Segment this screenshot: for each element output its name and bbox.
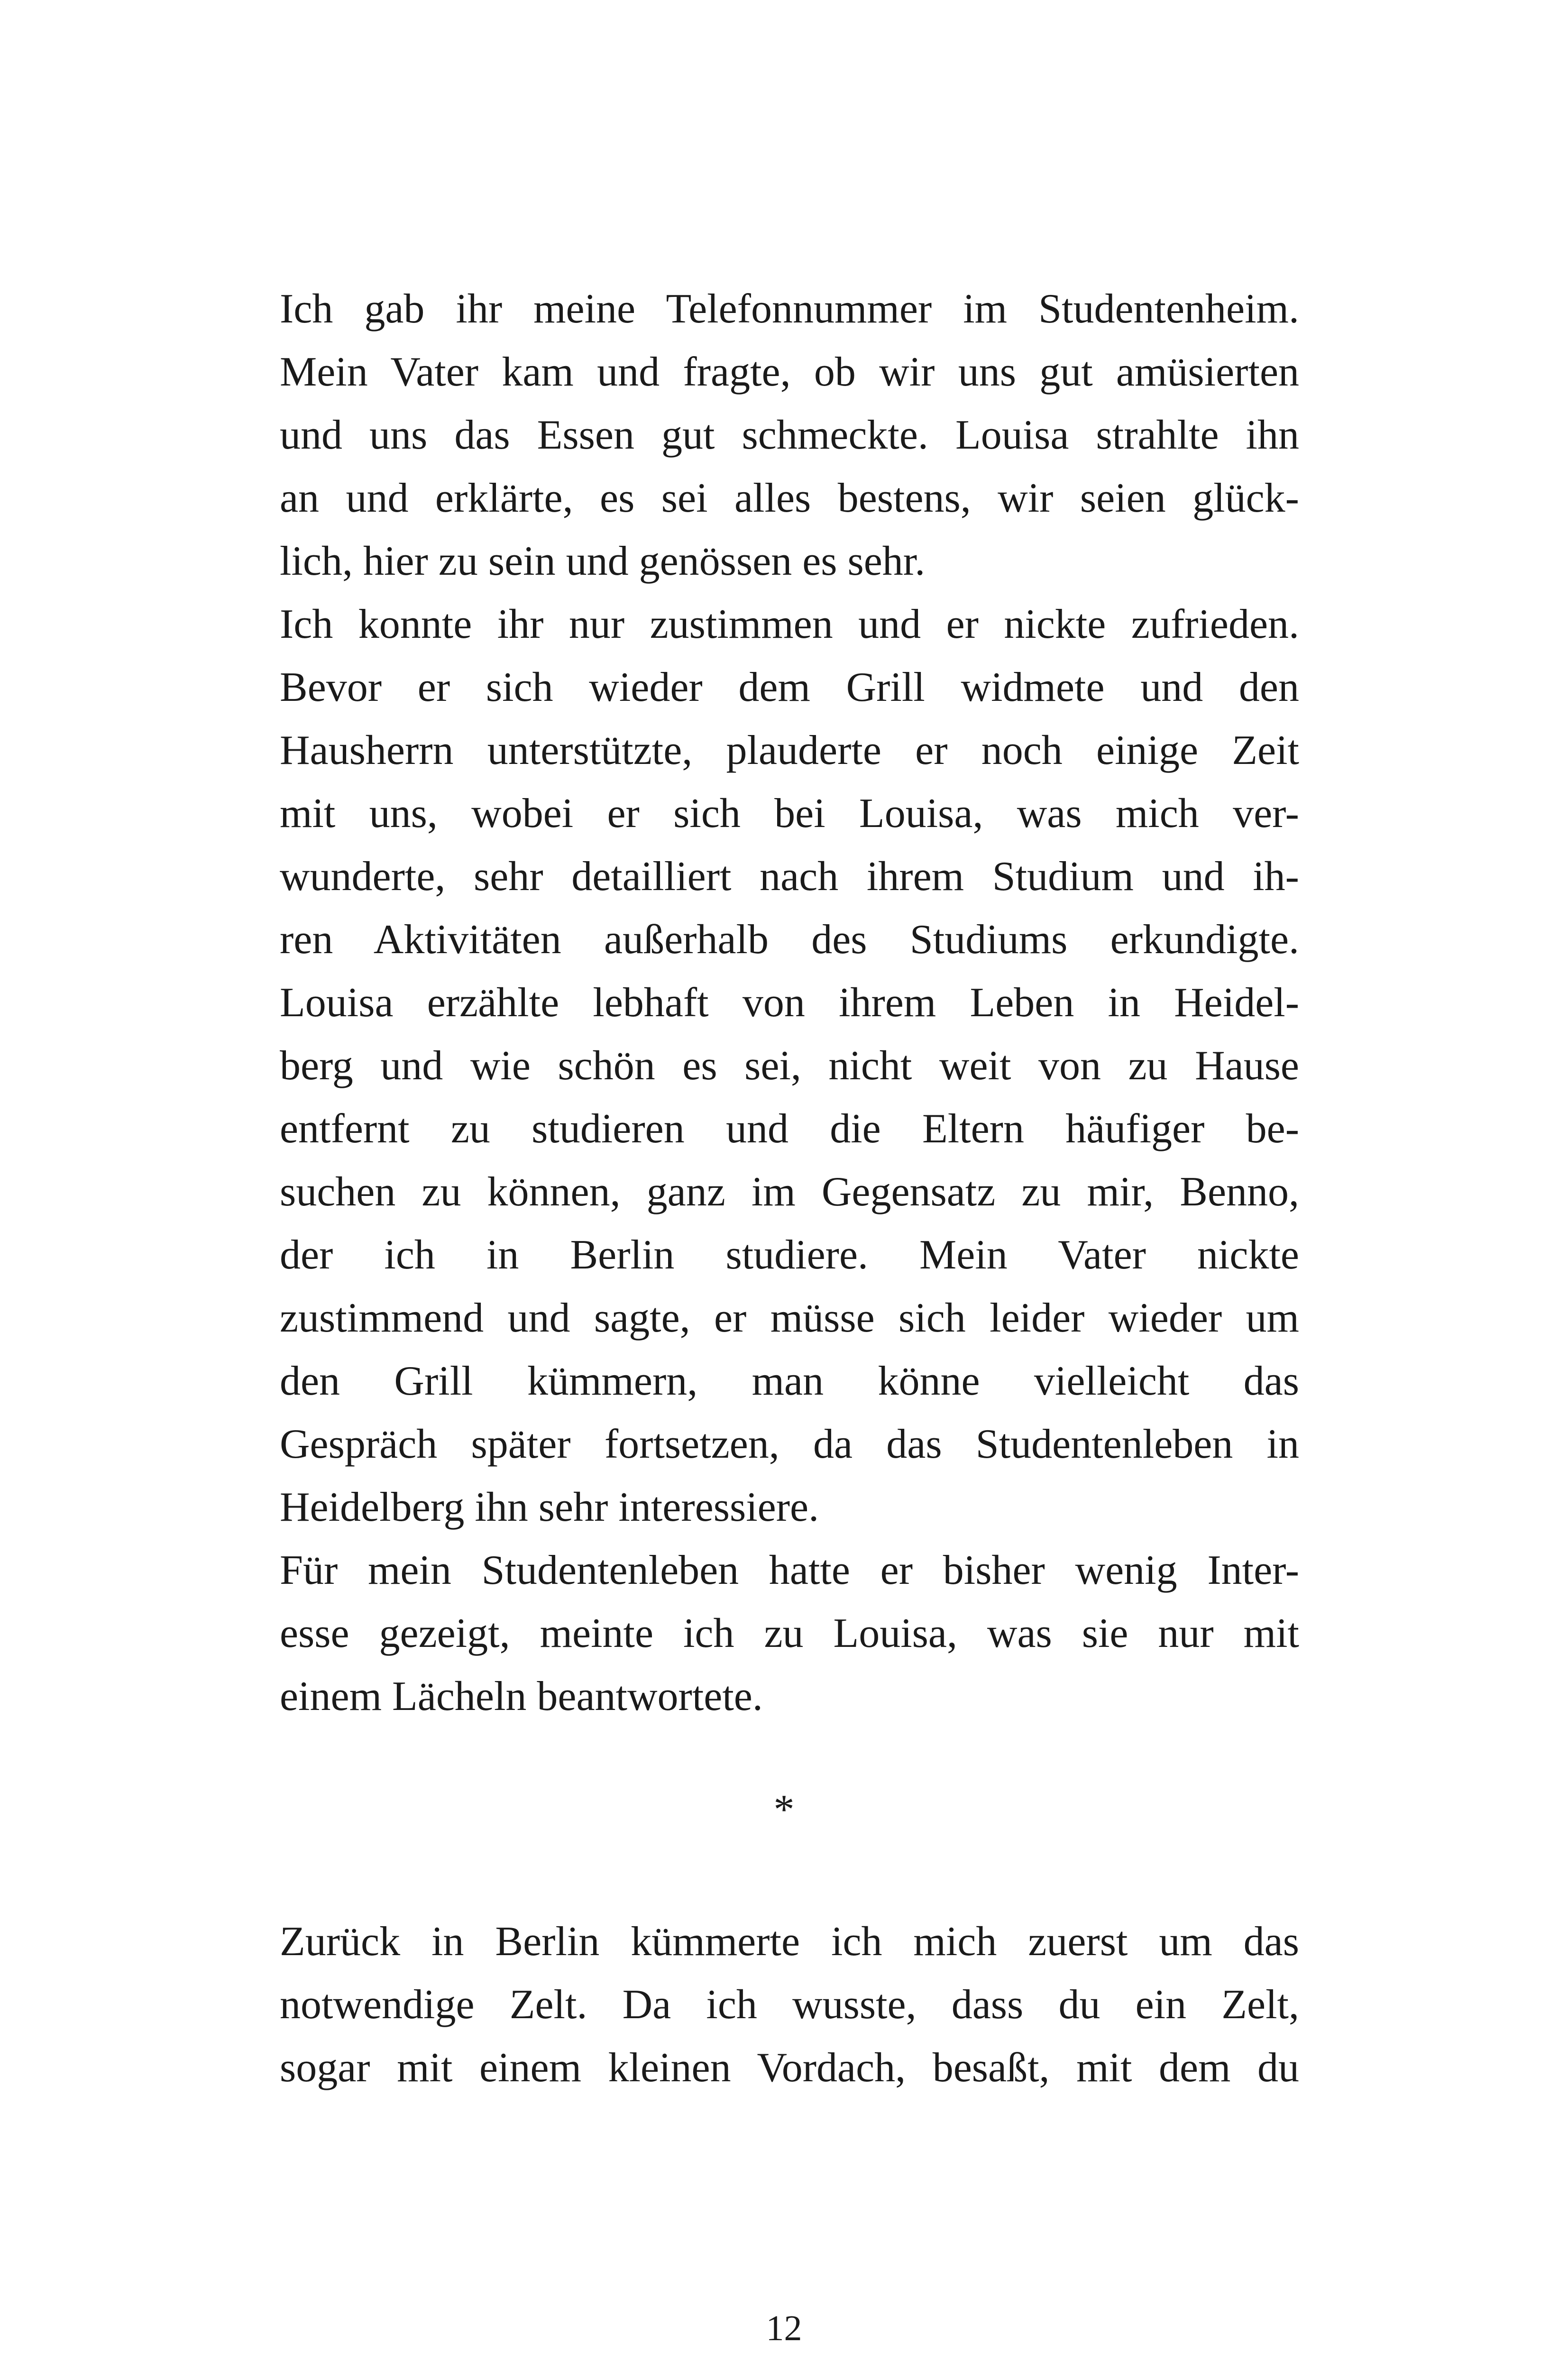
text-line: esse gezeigt, meinte ich zu Louisa, was sie nur mit (280, 1610, 1299, 1656)
text-line: Bevor er sich wieder dem Grill widmete und den (280, 664, 1299, 710)
text-line: und uns das Essen gut schmeckte. Louisa strahlte ihn (280, 412, 1299, 458)
text-line: suchen zu können, ganz im Gegensatz zu mir, Benno, (280, 1169, 1299, 1215)
text-line: berg und wie schön es sei, nicht weit von zu Hause (280, 1043, 1299, 1089)
text-line: Mein Vater kam und fragte, ob wir uns gut amüsierten (280, 349, 1299, 395)
text-line: lich, hier zu sein und genössen es sehr. (280, 538, 926, 584)
text-line: mit uns, wobei er sich bei Louisa, was mich ver- (280, 790, 1299, 836)
text-line: Gespräch später fortsetzen, da das Studentenleben in (280, 1421, 1299, 1467)
text-line: sogar mit einem kleinen Vordach, besaßt, mit dem du (280, 2045, 1299, 2091)
text-line: wunderte, sehr detailliert nach ihrem Studium und ih- (280, 854, 1299, 900)
text-line: entfernt zu studieren und die Eltern häufiger be- (280, 1106, 1299, 1152)
section-separator: * (773, 1787, 795, 1833)
continuation-text (280, 1910, 1299, 2099)
text-line: an und erklärte, es sei alles bestens, wir seien glück- (280, 475, 1299, 521)
page-number: 12 (766, 2308, 802, 2348)
text-line: der ich in Berlin studiere. Mein Vater nickte (280, 1232, 1299, 1278)
text-line: notwendige Zelt. Da ich wusste, dass du ein Zelt, (280, 1982, 1299, 2028)
text-line: zustimmend und sagte, er müsse sich leider wieder um (280, 1295, 1299, 1341)
text-line: Heidelberg ihn sehr interessiere. (280, 1484, 819, 1530)
text-line: ren Aktivitäten außerhalb des Studiums erkundigte. (280, 917, 1299, 963)
text-line: Zurück in Berlin kümmerte ich mich zuerst um das (280, 1919, 1299, 1965)
text-line: Für mein Studentenleben hatte er bisher wenig Inter- (280, 1547, 1299, 1593)
text-line: Ich konnte ihr nur zustimmen und er nickte zufrieden. (280, 601, 1299, 647)
text-line: den Grill kümmern, man könne vielleicht das (280, 1358, 1299, 1404)
text-line: Hausherrn unterstützte, plauderte er noch einige Zeit (280, 727, 1299, 773)
text-line: Ich gab ihr meine Telefonnummer im Studentenheim. (280, 286, 1299, 332)
text-line: einem Lächeln beantwortete. (280, 1673, 763, 1719)
body-text (280, 277, 1299, 1728)
text-line: Louisa erzählte lebhaft von ihrem Leben in Heidel- (280, 980, 1299, 1026)
